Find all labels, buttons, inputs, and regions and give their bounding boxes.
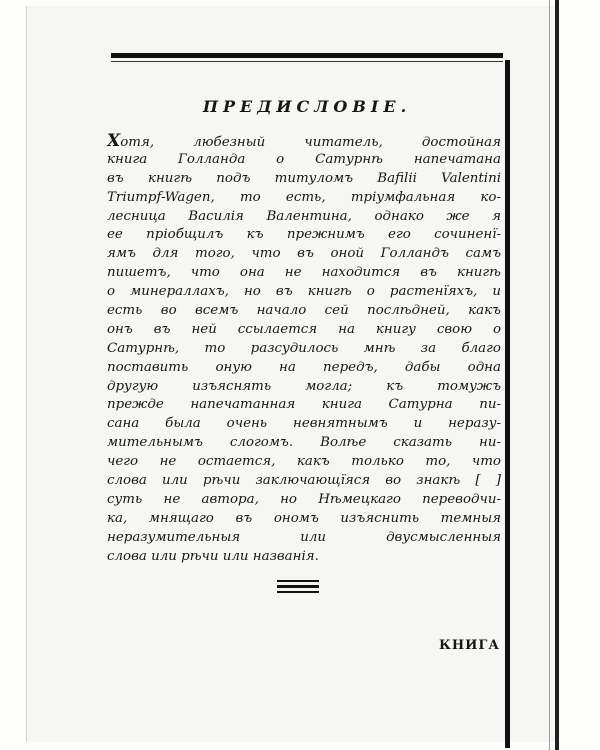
- paragraph-line-text: отя, любезный читатель, достойная: [120, 135, 501, 150]
- ornament-bar: [277, 580, 319, 582]
- paragraph-line: суть не автора, но Нѣмецкаго переводчи-: [107, 491, 501, 507]
- paragraph-line: есть во всемъ начало сей послѣдней, какъ: [107, 303, 501, 319]
- paragraph-line: Triumpf-Wagen, то есть, тріумфальная ко-: [107, 189, 501, 205]
- page-heading: ПРЕДИСЛОВІЕ.: [202, 97, 412, 116]
- paragraph-line: другую изъяснять могла; къ томужъ: [107, 378, 501, 394]
- paragraph-line: чего не остается, какъ только то, что: [107, 454, 501, 470]
- paragraph-line: Сатурнѣ, то разсудилось мнѣ за благо: [107, 340, 501, 356]
- catchword: КНИГА: [439, 638, 500, 653]
- page-edge-shadow: [549, 0, 550, 750]
- paragraph-line: въ книгѣ подъ титуломъ Bafilii Valentini: [107, 170, 501, 186]
- paragraph-line: лесница Василія Валентина, однако же я: [107, 208, 501, 224]
- ornament-bar: [277, 591, 319, 593]
- paragraph-line: о минераллахъ, но въ книгѣ о растенїяхъ, и: [107, 284, 501, 300]
- header-rule-thick: [111, 53, 503, 58]
- paragraph-line: ямъ для того, что въ оной Голландъ самъ: [107, 246, 501, 262]
- page-edge-dark: [555, 0, 559, 750]
- header-rule-thin: [111, 61, 503, 62]
- gutter-shadow-bar: [505, 60, 510, 748]
- paragraph-line: ка, мнящаго въ ономъ изъяснить темныя: [107, 510, 501, 526]
- paragraph-line: сана была очень невнятнымъ и неразу-: [107, 416, 501, 432]
- paragraph-line: поставить оную на передъ, дабы одна: [107, 359, 501, 375]
- section-end-ornament: [277, 580, 319, 596]
- paragraph-line: мительнымъ слогомъ. Волѣе сказать ни-: [107, 435, 501, 451]
- paragraph-line: неразумительныя или двусмысленныя: [107, 529, 501, 545]
- paragraph-line: прежде напечатанная книга Сатурна пи-: [107, 397, 501, 413]
- paragraph-line: [107, 132, 501, 151]
- drop-cap: Х: [107, 132, 121, 151]
- paragraph-line: слова или рѣчи или названія.: [107, 548, 319, 564]
- paragraph-line: онъ въ ней ссылается на книгу свою о: [107, 321, 501, 337]
- paragraph-line: пишетъ, что она не находится въ книгѣ: [107, 265, 501, 281]
- paragraph-line: ее пріобщилъ къ прежнимъ его сочиненї-: [107, 227, 501, 243]
- preface-paragraph: [107, 132, 501, 566]
- ornament-bar: [277, 585, 319, 588]
- paragraph-line: слова или рѣчи заключающїяся во знакѣ [ ]: [107, 473, 501, 489]
- paragraph-line: книга Голланда о Сатурнѣ напечатана: [107, 151, 501, 167]
